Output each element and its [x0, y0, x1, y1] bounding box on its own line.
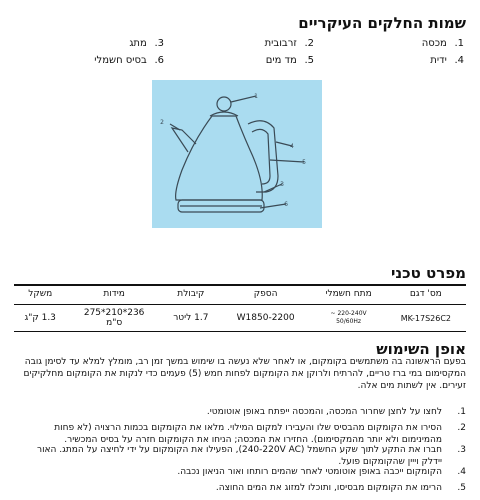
part-number: 4.: [454, 55, 464, 66]
step-number: 1.: [457, 407, 466, 417]
usage-step: [14, 466, 466, 478]
part-number: 5.: [304, 55, 314, 66]
lid-knob-shape: [217, 97, 231, 111]
cell-voltage: 220-240V ~ 50/60Hz: [311, 305, 385, 332]
cell-weight: 1.3 ק"ג: [14, 305, 66, 332]
header-capacity: קיבולת: [162, 284, 220, 305]
callout-3: 3: [280, 181, 284, 188]
usage-step: [14, 444, 466, 468]
step-number: 4.: [457, 467, 466, 477]
part-item: [14, 38, 164, 49]
usage-step: [14, 406, 466, 418]
cell-power: W1850-2200: [220, 305, 312, 332]
kettle-drawing: [152, 80, 322, 228]
kettle-body-shape: [176, 116, 263, 200]
callout-1: 1: [254, 93, 258, 100]
step-text: הרימו את הקומקום מבסיסו, ותוכלו למזוג את המים החוצה.: [215, 483, 442, 493]
parts-section-title: שמות החלקים העיקריים: [298, 14, 466, 32]
parts-list: [14, 38, 464, 66]
handle-inner-shape: [252, 129, 270, 184]
part-number: 6.: [154, 55, 164, 66]
header-model: מס' דגם: [386, 284, 466, 305]
part-label: זרבובית: [264, 38, 297, 49]
header-power: הספק: [220, 284, 312, 305]
usage-step: [14, 422, 466, 446]
part-label: מתג: [129, 38, 147, 49]
spec-row: [14, 305, 466, 332]
spec-header-row: [14, 284, 466, 305]
step-number: 5.: [457, 483, 466, 493]
usage-step: [14, 482, 466, 494]
part-label: מכסה: [421, 38, 447, 49]
kettle-illustration: [152, 80, 322, 228]
part-number: 3.: [154, 38, 164, 49]
callout-2: 2: [160, 119, 164, 126]
spec-table: [14, 284, 466, 332]
part-label: מד מים: [265, 55, 297, 66]
callout-6: 6: [284, 201, 288, 208]
step-number: 2.: [457, 423, 466, 433]
part-item: [164, 55, 314, 66]
cell-capacity: 1.7 ליטר: [162, 305, 220, 332]
step-text: לחצו על לחצן שחרור המכסה, והמכסה ייפתח באופן אוטומטי.: [206, 407, 442, 417]
part-number: 2.: [304, 38, 314, 49]
usage-intro: בפעם הראשונה בה משתמשים בקומקום, או לאחר שלא נעשה בו שימוש במשך זמן רב, מומלץ למלא עד לסימן גובה המקסימום במי ברז טריים, להרתיח ולרוקן את הקומקום לפחות חמש (5) פעמים כדי לנקות את הקומקום מחלקיקים זעירים. אין לשתות מים אלה.: [23, 357, 466, 391]
callout-5: 5: [302, 159, 306, 166]
callout-4: 4: [290, 143, 294, 150]
header-dimensions: מידות: [66, 284, 161, 305]
cell-dimensions: 236*210*275 ס"מ: [66, 305, 161, 332]
part-item: [164, 38, 314, 49]
spec-section-title: מפרט טכני: [390, 264, 466, 282]
part-item: [314, 38, 464, 49]
step-text: חברו את התקע לתוך שקע החשמל (240-220V AC), הפעילו את הקומקום על ידי לחיצה על המתג. האור יידלק וייין שהקומקום פועל.: [36, 445, 442, 467]
usage-section-title: אופן השימוש: [376, 340, 466, 358]
part-label: בסיס חשמלי: [94, 55, 147, 66]
header-voltage: מתח חשמלי: [311, 284, 385, 305]
part-item: [314, 55, 464, 66]
leader-line: [231, 96, 256, 102]
cell-model: MK-17S26C2: [386, 305, 466, 332]
header-weight: משקל: [14, 284, 66, 305]
leader-line: [270, 160, 304, 162]
step-text: הקומקום ייכבה באופן אוטומטי לאחר שהמים רותחו ואור הניאון נכבה.: [177, 467, 442, 477]
part-number: 1.: [454, 38, 464, 49]
part-item: [14, 55, 164, 66]
step-text: הסירו את הקומקום מהבסיס שלו והעבירו למקום המילוי. מלאו את הקומקום בכמות הרצויה (לא פחות מהמינימום ולא יותר מהמקסימום). החזירו את המכסה; הניחו את הקומקום חזרה על בסיס המכשיר.: [54, 423, 442, 445]
step-number: 3.: [457, 445, 466, 455]
part-label: ידית: [430, 55, 447, 66]
